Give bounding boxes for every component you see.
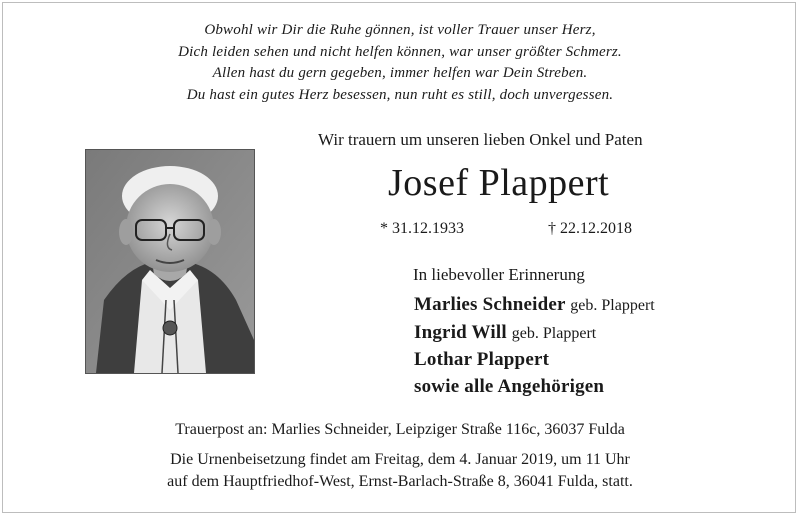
post-address: Trauerpost an: Marlies Schneider, Leipziger Straße 116c, 36037 Fulda <box>175 421 625 438</box>
mourner-item <box>414 292 655 320</box>
mourner-name: Marlies Schneider <box>414 294 566 315</box>
mourner-suffix: geb. Plappert <box>511 324 597 342</box>
burial-info-line-1: Die Urnenbeisetzung findet am Freitag, dem 4. Januar 2019, um 11 Uhr <box>170 451 630 468</box>
memorial-poem <box>0 20 800 106</box>
poem-line: Obwohl wir Dir die Ruhe gönnen, ist voller Trauer unser Herz, <box>204 22 596 38</box>
portrait-photo <box>85 149 255 374</box>
intro-line: Wir trauern um unseren lieben Onkel und Paten <box>318 130 643 149</box>
mourner-item <box>414 320 655 348</box>
poem-line: Dich leiden sehen und nicht helfen können, war unser größter Schmerz. <box>178 43 622 60</box>
deceased-name: Josef Plappert <box>388 162 610 204</box>
mourner-list <box>414 292 655 400</box>
poem-line: Du hast ein gutes Herz besessen, nun ruht es still, doch unvergessen. <box>186 86 614 103</box>
death-date: † 22.12.2018 <box>548 220 632 237</box>
mourner-name: Ingrid Will <box>414 321 507 343</box>
birth-date: * 31.12.1933 <box>380 220 464 237</box>
mourner-item <box>414 374 655 401</box>
mourner-name: sowie alle Angehörigen <box>414 375 605 397</box>
memory-line: In liebevoller Erinnerung <box>413 265 585 284</box>
mourner-suffix: geb. Plappert <box>570 297 655 314</box>
mourner-name: Lothar Plappert <box>414 349 550 370</box>
mourner-item <box>414 347 655 374</box>
burial-info-line-2: auf dem Hauptfriedhof-West, Ernst-Barlach-Straße 8, 36041 Fulda, statt. <box>167 473 633 490</box>
poem-line: Allen hast du gern gegeben, immer helfen war Dein Streben. <box>212 65 588 81</box>
